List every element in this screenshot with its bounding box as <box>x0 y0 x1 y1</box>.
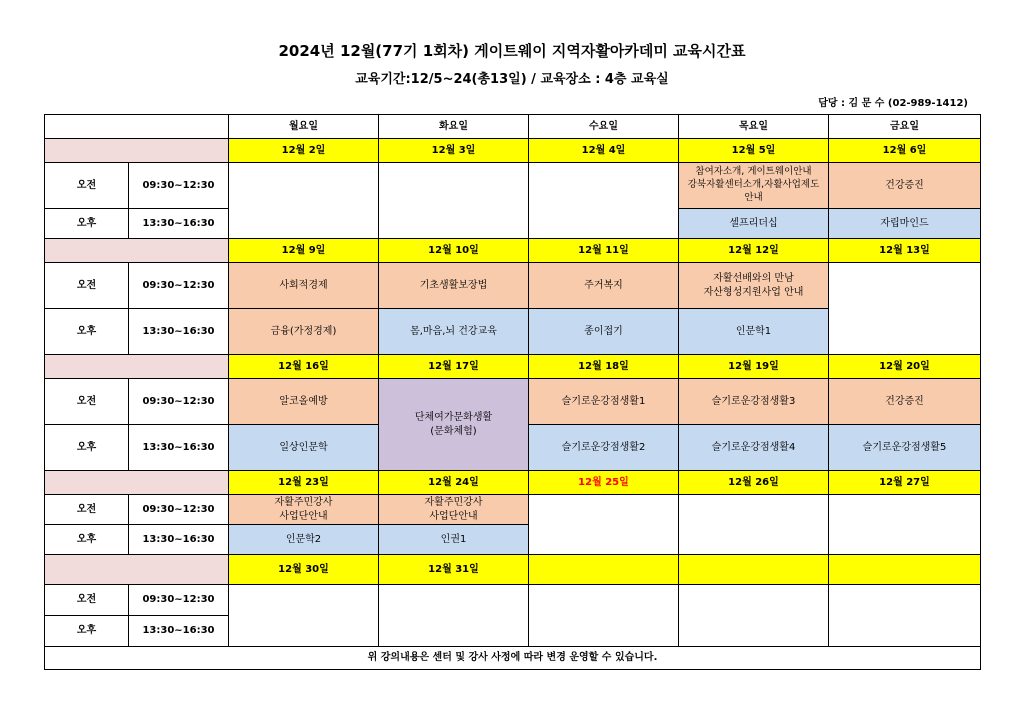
class-cell: 슬기로운강점생활4 <box>679 425 829 471</box>
date-cell: 12월 19일 <box>679 355 829 379</box>
class-cell: 주거복지 <box>529 263 679 309</box>
class-cell-culture: 단체여가문화생활 (문화체험) <box>379 379 529 471</box>
date-cell: 12월 3일 <box>379 139 529 163</box>
date-cell: 12월 6일 <box>829 139 981 163</box>
class-cell: 알코올예방 <box>229 379 379 425</box>
class-cell-empty <box>529 495 679 555</box>
day-header-row <box>45 115 981 139</box>
session-time: 13:30~16:30 <box>129 525 229 555</box>
day-header-tue: 화요일 <box>379 115 529 139</box>
session-time: 09:30~12:30 <box>129 495 229 525</box>
date-cell <box>829 555 981 585</box>
page-subtitle: 교육기간:12/5~24(총13일) / 교육장소 : 4층 교육실 <box>355 72 669 87</box>
week-bar <box>45 139 229 163</box>
date-cell: 12월 16일 <box>229 355 379 379</box>
session-label: 오전 <box>45 379 129 425</box>
date-cell: 12월 24일 <box>379 471 529 495</box>
session-time: 13:30~16:30 <box>129 616 229 647</box>
session-label: 오전 <box>45 495 129 525</box>
date-cell: 12월 17일 <box>379 355 529 379</box>
class-cell: 일상인문학 <box>229 425 379 471</box>
date-cell: 12월 4일 <box>529 139 679 163</box>
session-time: 13:30~16:30 <box>129 209 229 239</box>
date-cell: 12월 13일 <box>829 239 981 263</box>
week3-am-row <box>45 379 981 425</box>
class-cell: 금융(가정경제) <box>229 309 379 355</box>
week4-am-row <box>45 495 981 525</box>
session-time: 13:30~16:30 <box>129 309 229 355</box>
session-time: 09:30~12:30 <box>129 379 229 425</box>
date-cell: 12월 18일 <box>529 355 679 379</box>
session-label: 오후 <box>45 209 129 239</box>
date-cell: 12월 2일 <box>229 139 379 163</box>
date-cell: 12월 31일 <box>379 555 529 585</box>
week5-date-row <box>45 555 981 585</box>
contact-info: 담당 : 김 문 수 (02-989-1412) <box>818 98 968 109</box>
class-cell: 슬기로운강점생활5 <box>829 425 981 471</box>
class-cell: 슬기로운강점생활2 <box>529 425 679 471</box>
date-cell: 12월 11일 <box>529 239 679 263</box>
week3-date-row <box>45 355 981 379</box>
session-label: 오후 <box>45 616 129 647</box>
date-cell: 12월 27일 <box>829 471 981 495</box>
week-bar <box>45 471 229 495</box>
session-time: 13:30~16:30 <box>129 425 229 471</box>
class-cell: 자활선배와의 만남 자산형성지원사업 안내 <box>679 263 829 309</box>
day-header-mon: 월요일 <box>229 115 379 139</box>
footer-note-row <box>45 647 981 670</box>
class-cell-empty <box>829 495 981 555</box>
session-label: 오후 <box>45 425 129 471</box>
class-cell: 자립마인드 <box>829 209 981 239</box>
class-cell: 인문학2 <box>229 525 379 555</box>
footer-note: 위 강의내용은 센터 및 강사 사정에 따라 변경 운영할 수 있습니다. <box>45 647 981 670</box>
class-cell: 몸,마음,뇌 건강교육 <box>379 309 529 355</box>
date-cell <box>679 555 829 585</box>
session-time: 09:30~12:30 <box>129 263 229 309</box>
class-cell-empty <box>679 495 829 555</box>
class-cell: 사회적경제 <box>229 263 379 309</box>
date-cell: 12월 10일 <box>379 239 529 263</box>
session-time: 09:30~12:30 <box>129 585 229 616</box>
day-header-wed: 수요일 <box>529 115 679 139</box>
date-cell: 12월 30일 <box>229 555 379 585</box>
day-header-fri: 금요일 <box>829 115 981 139</box>
class-cell-empty <box>679 585 829 647</box>
week-bar <box>45 355 229 379</box>
week4-date-row <box>45 471 981 495</box>
class-cell: 인문학1 <box>679 309 829 355</box>
schedule-table <box>44 114 981 670</box>
class-cell-empty <box>229 585 379 647</box>
class-cell: 인권1 <box>379 525 529 555</box>
session-label: 오후 <box>45 525 129 555</box>
week2-am-row <box>45 263 981 309</box>
week1-date-row <box>45 139 981 163</box>
date-cell: 12월 12일 <box>679 239 829 263</box>
class-cell: 자활주민강사 사업단안내 <box>229 495 379 525</box>
date-cell: 12월 23일 <box>229 471 379 495</box>
class-cell-empty <box>379 163 529 239</box>
date-cell-holiday: 12월 25일 <box>529 471 679 495</box>
class-cell: 건강증진 <box>829 163 981 209</box>
week-bar <box>45 555 229 585</box>
date-cell: 12월 5일 <box>679 139 829 163</box>
session-label: 오전 <box>45 163 129 209</box>
corner-cell <box>45 115 229 139</box>
class-cell-empty <box>829 585 981 647</box>
class-cell-empty <box>529 585 679 647</box>
class-cell: 기초생활보장법 <box>379 263 529 309</box>
class-cell: 건강증진 <box>829 379 981 425</box>
class-cell: 슬기로운강점생활1 <box>529 379 679 425</box>
session-label: 오후 <box>45 309 129 355</box>
class-cell: 참여자소개, 게이트웨이안내 강북자활센터소개,자활사업제도 안내 <box>679 163 829 209</box>
week2-date-row <box>45 239 981 263</box>
date-cell <box>529 555 679 585</box>
class-cell-empty <box>829 263 981 355</box>
date-cell: 12월 26일 <box>679 471 829 495</box>
page-title: 2024년 12월(77기 1회차) 게이트웨이 지역자활아카데미 교육시간표 <box>278 42 746 60</box>
class-cell: 슬기로운강점생활3 <box>679 379 829 425</box>
session-label: 오전 <box>45 585 129 616</box>
class-cell: 종이접기 <box>529 309 679 355</box>
session-time: 09:30~12:30 <box>129 163 229 209</box>
class-cell-empty <box>229 163 379 239</box>
week-bar <box>45 239 229 263</box>
date-cell: 12월 9일 <box>229 239 379 263</box>
class-cell-empty <box>379 585 529 647</box>
class-cell: 셀프리더십 <box>679 209 829 239</box>
date-cell: 12월 20일 <box>829 355 981 379</box>
week5-am-row <box>45 585 981 616</box>
day-header-thu: 목요일 <box>679 115 829 139</box>
class-cell-empty <box>529 163 679 239</box>
session-label: 오전 <box>45 263 129 309</box>
week1-am-row <box>45 163 981 209</box>
class-cell: 자활주민강사 사업단안내 <box>379 495 529 525</box>
